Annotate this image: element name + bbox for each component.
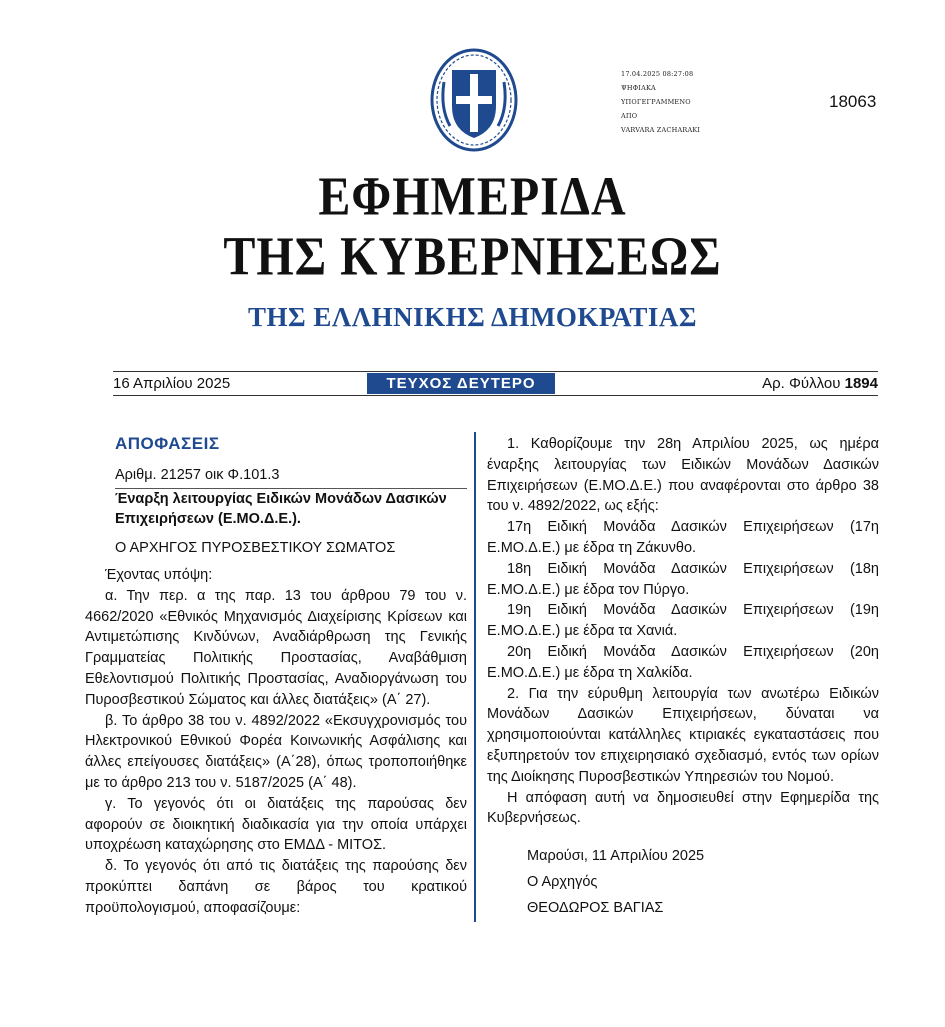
masthead-line-3: ΤΗΣ ΕΛΛΗΝΙΚΗΣ ΔΗΜΟΚΡΑΤΙΑΣ xyxy=(247,302,698,332)
issuer: Ο ΑΡΧΗΓΟΣ ΠΥΡΟΣΒΕΣΤΙΚΟΥ ΣΩΜΑΤΟΣ xyxy=(115,540,396,557)
masthead-line-2: ΤΗΣ ΚΥΒΕΡΝΗΣΕΩΣ xyxy=(223,226,722,288)
signature-line: ΨΗΦΙΑΚΑ xyxy=(621,84,656,92)
sheet-label: Αρ. Φύλλου xyxy=(762,375,841,392)
unit-18: 18η Ειδική Μονάδα Δασικών Επιχειρήσεων (18η Ε.ΜΟ.Δ.Ε.) με έδρα τον Πύργο. xyxy=(487,560,879,598)
greek-coat-of-arms-icon xyxy=(430,48,518,152)
considering: Έχοντας υπόψη: xyxy=(105,566,213,583)
article-1: 1. Καθορίζουμε την 28η Απριλίου 2025, ως ημέρα έναρξης λειτουργίας των Ειδικών Μονάδων Δασικών Επιχειρήσεων (Ε.ΜΟ.Δ.Ε.) που αναφέρονται στο άρθρο 38 του ν. 4892/2022, ως εξής: xyxy=(487,436,879,515)
right-column xyxy=(487,434,879,921)
issue-badge: ΤΕΥΧΟΣ ΔΕΥΤΕΡΟ xyxy=(367,373,555,394)
signature-line: VARVARA ZACHARAKI xyxy=(621,126,701,134)
decision-reference: Αριθμ. 21257 οικ Φ.101.3 xyxy=(115,465,467,489)
clause-b: β. Το άρθρο 38 του ν. 4892/2022 «Εκσυγχρονισμός του Ηλεκτρονικού Εθνικού Φορέα Κοινωνικής Ασφάλισης και άλλες επείγουσες διατάξεις» (Α΄28), όπως τροποποιήθηκε με το άρθρο 213 του ν. 5187/2025 (Α΄ 48). xyxy=(85,712,467,791)
sheet-number xyxy=(762,375,878,392)
unit-20: 20η Ειδική Μονάδα Δασικών Επιχειρήσεων (20η Ε.ΜΟ.Δ.Ε.) με έδρα τη Χαλκίδα. xyxy=(487,643,879,681)
digital-signature-stamp xyxy=(621,67,700,137)
clause-a: α. Την περ. α της παρ. 13 του άρθρου 79 του ν. 4662/2020 «Εθνικός Μηχανισμός Διαχείρισης Κρίσεων και Αντιμετώπισης Κινδύνων, Αναδιάρθρωση της Γενικής Γραμματείας Πολιτικής Προστασίας, Αναβάθμιση Εθελοντισμού Πολιτικής Προστασίας, Αναδιοργάνωση του Πυροσβεστικού Σώματος και άλλες διατάξεις» (Α΄ 27). xyxy=(85,587,467,708)
clause-d: δ. Το γεγονός ότι από τις διατάξεις της παρούσης δεν προκύπτει δαπάνη σε βάρος του κρατικού προϋπολογισμού, αποφασίζουμε: xyxy=(85,858,467,916)
publication-note: Η απόφαση αυτή να δημοσιευθεί στην Εφημερίδα της Κυβερνήσεως. xyxy=(487,789,879,827)
clause-c: γ. Το γεγονός ότι οι διατάξεις της παρούσας δεν αφορούν σε διοικητική διαδικασία για την οποία υπάρχει υποχρέωση καταχώρησης στο ΕΜΔΔ - ΜΙΤΟΣ. xyxy=(85,795,467,854)
page-number: 18063 xyxy=(829,92,877,111)
signature-line: ΥΠΟΓΕΓΡΑΜΜΕΝΟ xyxy=(621,98,691,106)
unit-17: 17η Ειδική Μονάδα Δασικών Επιχειρήσεων (17η Ε.ΜΟ.Δ.Ε.) με έδρα τη Ζάκυνθο. xyxy=(487,519,879,556)
masthead-line-1: ΕΦΗΜΕΡΙΔΑ xyxy=(318,166,627,228)
bottom-rule xyxy=(113,395,878,396)
signature-line: 17.04.2025 08:27:08 xyxy=(621,70,694,78)
unit-19: 19η Ειδική Μονάδα Δασικών Επιχειρήσεων (19η Ε.ΜΟ.Δ.Ε.) με έδρα τα Χανιά. xyxy=(487,602,879,640)
signer-role: Ο Αρχηγός xyxy=(527,874,598,891)
signature-line: ΑΠΟ xyxy=(621,112,638,120)
left-column xyxy=(85,434,467,919)
signer-name: ΘΕΟΔΩΡΟΣ ΒΑΓΙΑΣ xyxy=(527,900,664,917)
sheet-number-value: 1894 xyxy=(844,375,878,392)
decision-title: Έναρξη λειτουργίας Ειδικών Μονάδων Δασικών Επιχειρήσεων (Ε.ΜΟ.Δ.Ε.). xyxy=(115,490,447,528)
column-divider xyxy=(474,432,476,922)
section-heading: ΑΠΟΦΑΣΕΙΣ xyxy=(115,434,220,453)
article-2: 2. Για την εύρυθμη λειτουργία των ανωτέρω Ειδικών Μονάδων Δασικών Επιχειρήσεων, δύναται να χρησιμοποιούνται κατάλληλες κτιριακές εγκαταστάσεις που εξυπηρετούν τον επιχειρησιακό σχεδιασμό, εντός των ορίων της Διοίκησης Πυροσβεστικών Υπηρεσιών του Νομού. xyxy=(487,685,879,785)
top-rule xyxy=(113,371,878,372)
issue-date: 16 Απριλίου 2025 xyxy=(113,375,231,392)
place-date: Μαρούσι, 11 Απριλίου 2025 xyxy=(527,848,705,865)
